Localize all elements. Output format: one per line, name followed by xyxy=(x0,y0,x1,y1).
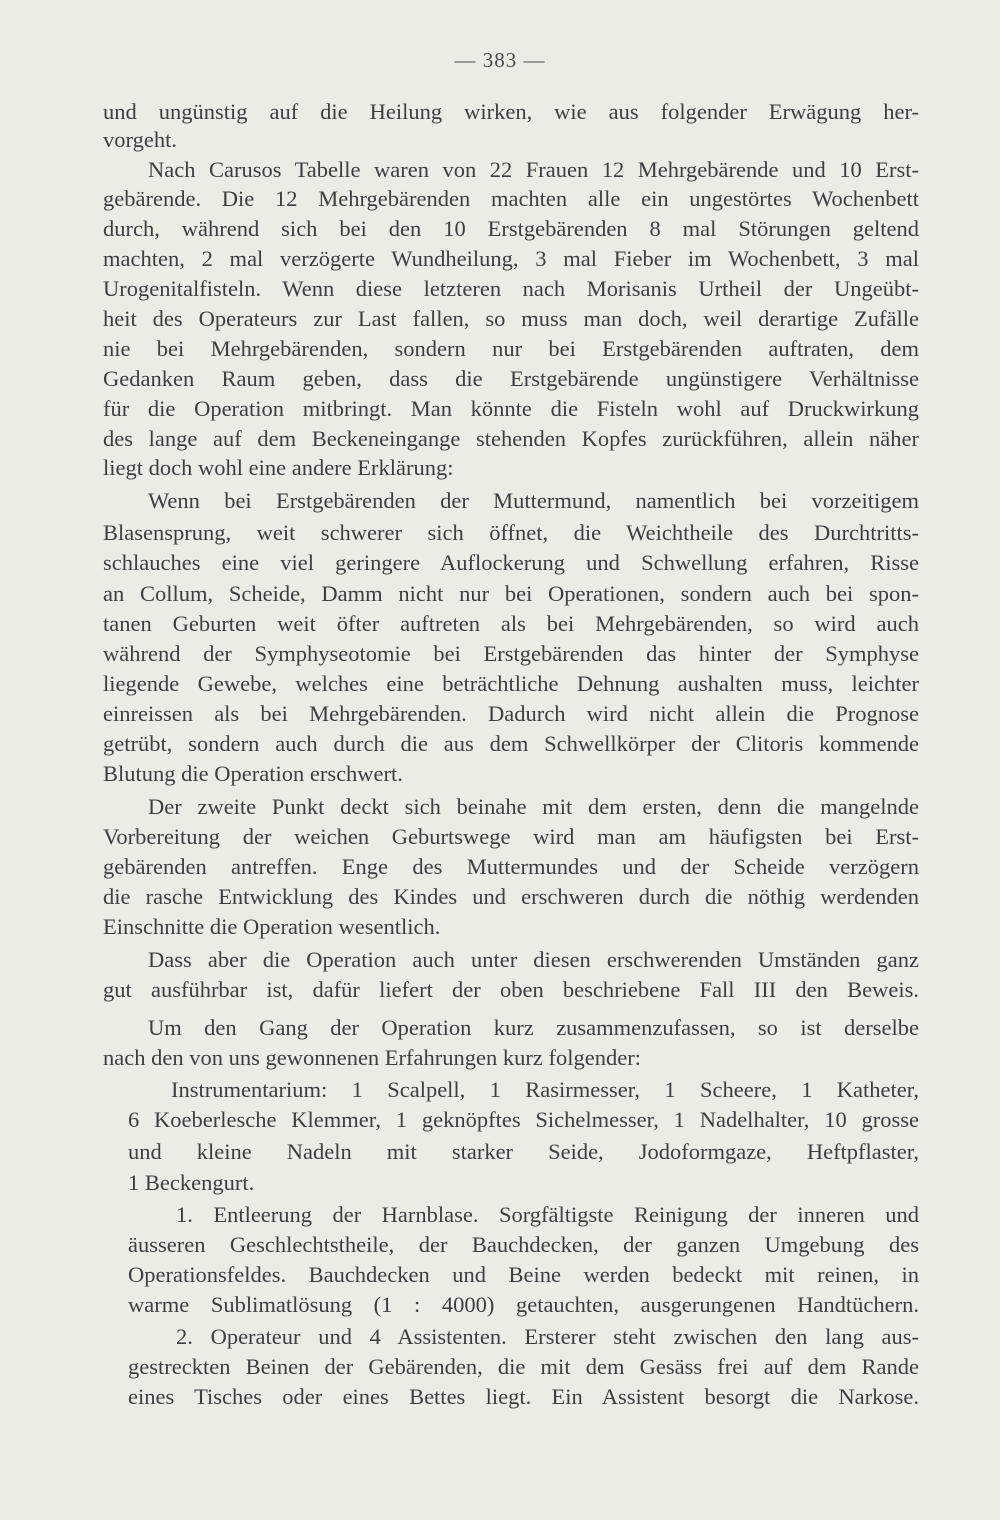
text-line: Wenn bei Erstgebärenden der Muttermund, namentlich bei vorzeitigem xyxy=(148,488,919,513)
text-line: des lange auf dem Beckeneingange stehenden Kopfes zurückführen, allein näher xyxy=(103,426,919,451)
text-line: Der zweite Punkt deckt sich beinahe mit dem ersten, denn die mangelnde xyxy=(148,794,919,819)
text-line: einreissen als bei Mehrgebärenden. Dadurch wird nicht allein die Prognose xyxy=(103,701,919,726)
text-line: 1. Entleerung der Harnblase. Sorgfältigste Reinigung der inneren und xyxy=(176,1202,919,1227)
text-line: und ungünstig auf die Heilung wirken, wie aus folgender Erwägung her- xyxy=(103,99,919,124)
text-line: Nach Carusos Tabelle waren von 22 Frauen 12 Mehrgebärende und 10 Erst- xyxy=(148,157,919,182)
text-line: durch, während sich bei den 10 Erstgebärenden 8 mal Störungen geltend xyxy=(103,216,919,241)
page-number: — 383 — xyxy=(454,48,546,72)
text-line: gebärenden antreffen. Enge des Muttermundes und der Scheide verzögern xyxy=(103,854,919,879)
text-line: liegt doch wohl eine andere Erklärung: xyxy=(103,455,454,480)
text-line: an Collum, Scheide, Damm nicht nur bei Operationen, sondern auch bei spon- xyxy=(103,581,919,606)
text-line: nie bei Mehrgebärenden, sondern nur bei Erstgebärenden auftraten, dem xyxy=(103,336,919,361)
text-line: schlauches eine viel geringere Auflockerung und Schwellung erfahren, Risse xyxy=(103,550,919,575)
text-line: Instrumentarium: 1 Scalpell, 1 Rasirmesser, 1 Scheere, 1 Katheter, xyxy=(171,1077,919,1102)
text-line: gut ausführbar ist, dafür liefert der oben beschriebene Fall III den Beweis. xyxy=(103,977,919,1002)
text-line: während der Symphyseotomie bei Erstgebärenden das hinter der Symphyse xyxy=(103,641,919,666)
text-line: Operationsfeldes. Bauchdecken und Beine werden bedeckt mit reinen, in xyxy=(128,1262,919,1287)
text-line: gebärende. Die 12 Mehrgebärenden machten alle ein ungestörtes Wochenbett xyxy=(103,186,919,211)
text-line: liegende Gewebe, welches eine beträchtliche Dehnung aushalten muss, leichter xyxy=(103,671,919,696)
text-line: äusseren Geschlechtstheile, der Bauchdecken, der ganzen Umgebung des xyxy=(128,1232,919,1257)
text-line: Urogenitalfisteln. Wenn diese letzteren nach Morisanis Urtheil der Ungeübt- xyxy=(103,276,919,301)
text-line: Blasensprung, weit schwerer sich öffnet, die Weichtheile des Durchtritts- xyxy=(103,520,919,545)
text-line: die rasche Entwicklung des Kindes und erschweren durch die nöthig werdenden xyxy=(103,884,919,909)
text-line: Um den Gang der Operation kurz zusammenzufassen, so ist derselbe xyxy=(148,1015,919,1040)
text-line: 1 Beckengurt. xyxy=(128,1170,255,1195)
text-line: Gedanken Raum geben, dass die Erstgebärende ungünstigere Verhältnisse xyxy=(103,366,919,391)
text-line: nach den von uns gewonnenen Erfahrungen kurz folgender: xyxy=(103,1045,641,1070)
text-line: Einschnitte die Operation wesentlich. xyxy=(103,914,441,939)
text-line: 6 Koeberlesche Klemmer, 1 geknöpftes Sichelmesser, 1 Nadelhalter, 10 grosse xyxy=(128,1107,919,1132)
text-line: Dass aber die Operation auch unter diesen erschwerenden Umständen ganz xyxy=(148,947,919,972)
text-line: heit des Operateurs zur Last fallen, so muss man doch, weil derartige Zufälle xyxy=(103,306,919,331)
text-line: warme Sublimatlösung (1 : 4000) getauchten, ausgerungenen Handtüchern. xyxy=(128,1292,919,1317)
text-line: vorgeht. xyxy=(103,127,177,152)
text-line: Blutung die Operation erschwert. xyxy=(103,761,403,786)
text-line: Vorbereitung der weichen Geburtswege wird man am häufigsten bei Erst- xyxy=(103,824,919,849)
text-line: eines Tisches oder eines Bettes liegt. Ein Assistent besorgt die Narkose. xyxy=(128,1384,919,1409)
text-line: tanen Geburten weit öfter auftreten als bei Mehrgebärenden, so wird auch xyxy=(103,611,919,636)
text-line: und kleine Nadeln mit starker Seide, Jodoformgaze, Heftpflaster, xyxy=(128,1139,919,1164)
text-line: machten, 2 mal verzögerte Wundheilung, 3 mal Fieber im Wochenbett, 3 mal xyxy=(103,246,919,271)
text-line: gestreckten Beinen der Gebärenden, die mit dem Gesäss frei auf dem Rande xyxy=(128,1354,919,1379)
text-line: 2. Operateur und 4 Assistenten. Ersterer steht zwischen den lang aus- xyxy=(176,1324,919,1349)
text-line: getrübt, sondern auch durch die aus dem Schwellkörper der Clitoris kommende xyxy=(103,731,919,756)
text-line: für die Operation mitbringt. Man könnte die Fisteln wohl auf Druckwirkung xyxy=(103,396,919,421)
